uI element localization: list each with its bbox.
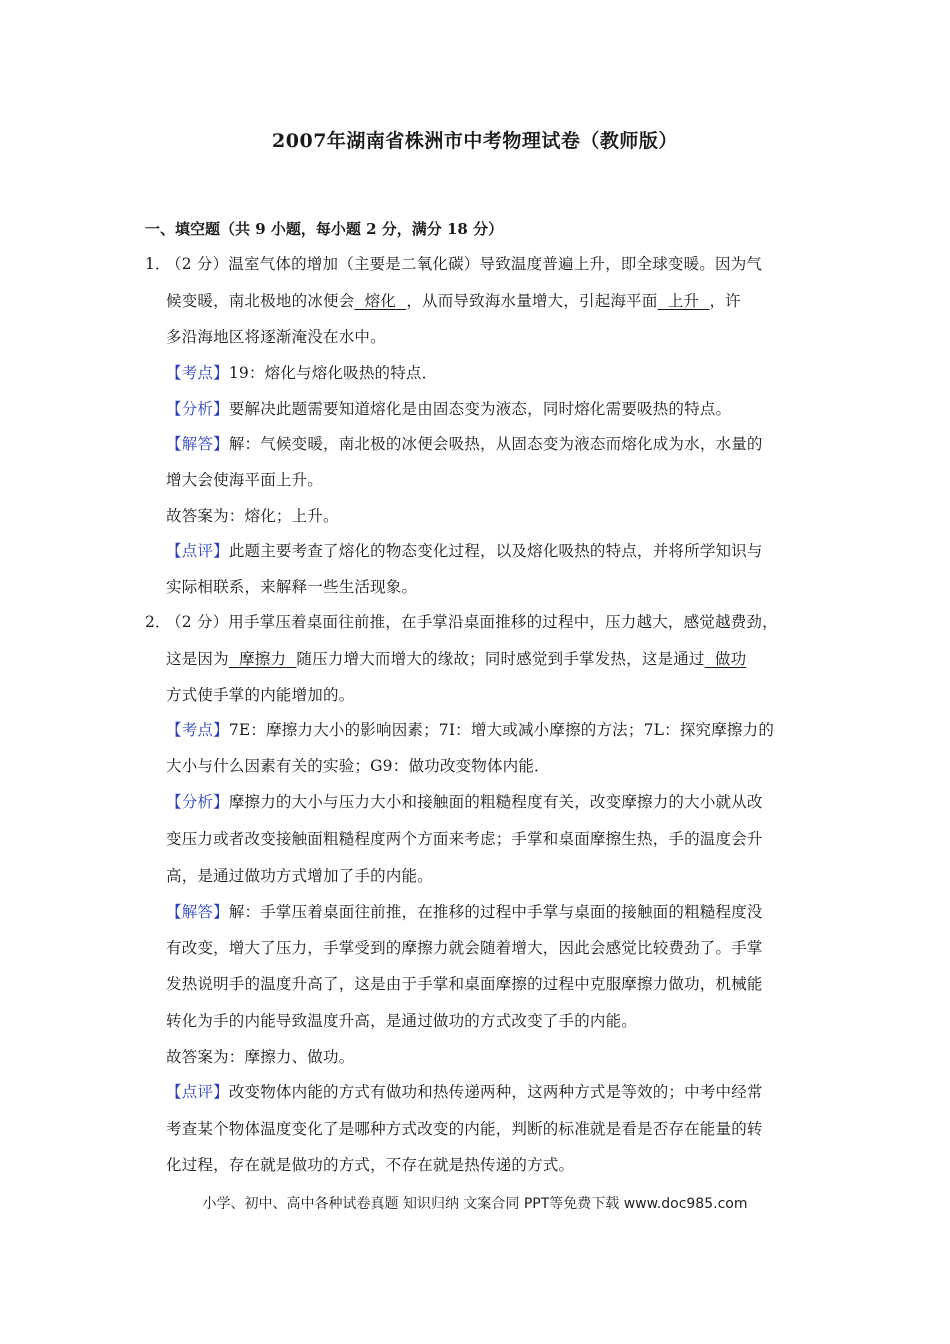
question-text: 方式使手掌的内能增加的。 bbox=[166, 686, 355, 704]
jieda-line: 【解答】解：手掌压着桌面往前推，在推移的过程中手掌与桌面的接触面的粗糙程度没 bbox=[166, 903, 763, 921]
dianping-line: 化过程，存在就是做功的方式，不存在就是热传递的方式。 bbox=[166, 1156, 575, 1174]
dianping-line: 【点评】改变物体内能的方式有做功和热传递两种，这两种方式是等效的；中考中经常 bbox=[166, 1083, 763, 1101]
question-text: 候变暖，南北极地的冰便会 熔化 ，从而导致海水量增大，引起海平面 上升 ，许 bbox=[166, 292, 741, 310]
page-title: 2007年湖南省株洲市中考物理试卷（教师版） bbox=[272, 130, 678, 152]
question-text: （2 分）温室气体的增加（主要是二氧化碳）导致温度普遍上升，即全球变暖。因为气 bbox=[166, 255, 763, 273]
answer-line: 故答案为：熔化；上升。 bbox=[166, 507, 339, 525]
section-heading: 一、填空题（共 9 小题，每小题 2 分，满分 18 分） bbox=[145, 220, 504, 238]
fenxi-line: 变压力或者改变接触面粗糙程度两个方面来考虑；手掌和桌面摩擦生热，手的温度会升 bbox=[166, 830, 763, 848]
answer-blank: 熔化 bbox=[354, 292, 407, 310]
question-text: （2 分）用手掌压着桌面往前推，在手掌沿桌面推移的过程中，压力越大，感觉越费劲， bbox=[166, 613, 778, 631]
footer-text: 小学、初中、高中各种试卷真题 知识归纳 文案合同 PPT等免费下载 www.doc985.com bbox=[202, 1196, 748, 1212]
dianping-line: 考查某个物体温度变化了是哪种方式改变的内能，判断的标准就是看是否存在能量的转 bbox=[166, 1120, 763, 1138]
dianping-line: 【点评】此题主要考查了熔化的物态变化过程，以及熔化吸热的特点，并将所学知识与 bbox=[166, 542, 763, 560]
answer-blank: 上升 bbox=[657, 292, 710, 310]
fenxi-tag: 【分析】 bbox=[166, 793, 229, 811]
jieda-tag: 【解答】 bbox=[166, 903, 229, 921]
jieda-line: 有改变，增大了压力，手掌受到的摩擦力就会随着增大，因此会感觉比较费劲了。手掌 bbox=[166, 939, 763, 957]
fenxi-line: 【分析】摩擦力的大小与压力大小和接触面的粗糙程度有关，改变摩擦力的大小就从改 bbox=[166, 793, 763, 811]
question-text: 多沿海地区将逐渐淹没在水中。 bbox=[166, 328, 386, 346]
kaodian-line: 【考点】19：熔化与熔化吸热的特点． bbox=[166, 364, 438, 382]
jieda-tag: 【解答】 bbox=[166, 435, 229, 453]
kaodian-tag: 【考点】 bbox=[166, 721, 229, 739]
kaodian-tag: 【考点】 bbox=[166, 364, 229, 382]
kaodian-line: 大小与什么因素有关的实验；G9：做功改变物体内能． bbox=[166, 757, 550, 775]
question-text: 这是因为 摩擦力 随压力增大而增大的缘故；同时感觉到手掌发热，这是通过 做功 bbox=[166, 650, 747, 668]
dianping-line: 实际相联系，来解释一些生活现象。 bbox=[166, 578, 418, 596]
answer-blank: 摩擦力 bbox=[228, 650, 297, 668]
fenxi-line: 高，是通过做功方式增加了手的内能。 bbox=[166, 867, 433, 885]
question-number: 1． bbox=[145, 255, 171, 273]
jieda-line: 发热说明手的温度升高了，这是由于手掌和桌面摩擦的过程中克服摩擦力做功，机械能 bbox=[166, 975, 763, 993]
jieda-line: 增大会使海平面上升。 bbox=[166, 471, 324, 489]
question-number: 2． bbox=[145, 613, 171, 631]
fenxi-line: 【分析】要解决此题需要知道熔化是由固态变为液态，同时熔化需要吸热的特点。 bbox=[166, 400, 732, 418]
answer-line: 故答案为：摩擦力、做功。 bbox=[166, 1048, 355, 1066]
dianping-tag: 【点评】 bbox=[166, 542, 229, 560]
kaodian-line: 【考点】7E：摩擦力大小的影响因素；7I：增大或减小摩擦的方法；7L：探究摩擦力的 bbox=[166, 721, 775, 739]
jieda-line: 转化为手的内能导致温度升高，是通过做功的方式改变了手的内能。 bbox=[166, 1012, 638, 1030]
answer-blank: 做功 bbox=[704, 650, 747, 668]
jieda-line: 【解答】解：气候变暖，南北极的冰便会吸热，从固态变为液态而熔化成为水，水量的 bbox=[166, 435, 763, 453]
fenxi-tag: 【分析】 bbox=[166, 400, 229, 418]
dianping-tag: 【点评】 bbox=[166, 1083, 229, 1101]
